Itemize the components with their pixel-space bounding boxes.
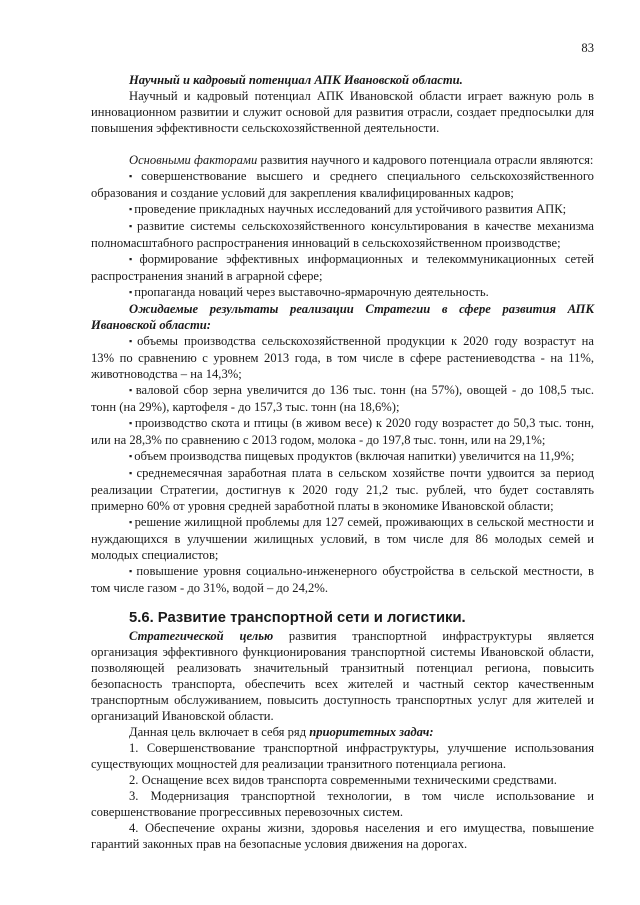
bullet-icon [129,169,141,183]
section-title-science: Научный и кадровый потенциал АПК Ивановской области. [129,73,463,87]
factor-item: ▪ проведение прикладных научных исследований для устойчивого развития АПК; [91,201,594,218]
result-item: ▪ решение жилищной проблемы для 127 семей, проживающих в сельской местности и нуждающихся в улучшении жилищных условий, в том числе для 86 молодых семей и молодых специалистов; [91,514,594,563]
goal-text: развития транспортной инфраструктуры является организация эффективного функционирования транспортной системы Ивановской области, позволяющей реализовать значительный транзитный потенциал региона, повысить безопасность транспорта, обеспечить всех жителей и частный сектор качественным транспортным обслуживанием, повысить доступность транспортных услуг для жителей и организаций Ивановской области. [91,629,594,723]
factor-item: ▪ формирование эффективных информационных и телекоммуникационных сетей распространения знаний в аграрной сфере; [91,251,594,284]
bullet-icon [129,383,136,397]
paragraph-tasks-intro: Данная цель включает в себя ряд приоритетных задач: [129,725,434,739]
task-item: 4. Обеспечение охраны жизни, здоровья населения и его имущества, повышение гарантий законных прав на безопасные условия движения на дорогах. [91,821,594,851]
paragraph-factors [91,152,594,168]
section-heading-transport: 5.6. Развитие транспортной сети и логистики. [129,610,466,626]
result-item: ▪ производство скота и птицы (в живом весе) к 2020 году возрастет до 50,3 тыс. тонн, или на 28,3% по сравнению с 2013 годом, молока - до 197,8 тыс. тонн, или на 29,1%; [91,415,594,448]
section-title-results: Ожидаемые результаты реализации Стратегии в сфере развития АПК Ивановской области: [91,302,594,332]
tasks-emphasis: приоритетных задач: [309,725,434,739]
result-item: ▪ среднемесячная заработная плата в сельском хозяйстве почти удвоится за период реализации Стратегии, достигнув к 2020 году 21,2 тыс. рублей, что будет составлять примерно 60% от уровня средней заработной платы в экономике Ивановской области; [91,465,594,514]
result-item: ▪ повышение уровня социально-инженерного обустройства в сельской местности, в том числе газом - до 31%, водой – до 24,2%. [91,563,594,596]
factors-text: развития научного и кадрового потенциала отрасли являются: [257,153,594,167]
bullet-icon [129,219,137,233]
factor-item: ▪ пропаганда новаций через выставочно-ярмарочную деятельность. [91,284,594,301]
factor-item: ▪ развитие системы сельскохозяйственного консультирования в качестве механизма полномасштабного распространения инноваций в сельскохозяйственном производстве; [91,218,594,251]
result-item: ▪ объемы производства сельскохозяйственной продукции к 2020 году возрастут на 13% по сравнению с уровнем 2013 года, в том числе в сфере растениеводства - на 11%, животноводства – на 14,3%; [91,333,594,382]
goal-emphasis: Стратегической целью [129,629,274,643]
task-item: 3. Модернизация транспортной технологии, в том числе использование и совершенствование прогрессивных перевозочных систем. [91,789,594,819]
result-item: ▪ объем производства пищевых продуктов (включая напитки) увеличится на 11,9%; [91,448,594,465]
bullet-icon [129,466,137,480]
page-content [91,72,594,852]
bullet-icon [129,334,137,348]
result-item: ▪ валовой сбор зерна увеличится до 136 тыс. тонн (на 57%), овощей - до 108,5 тыс. тонн (на 29%), картофеля - до 157,3 тыс. тонн (на 18,6%); [91,382,594,415]
factors-emphasis: Основными факторами [129,153,258,167]
factor-item: ▪ совершенствование высшего и среднего специального сельскохозяйственного образования и создание условий для закрепления квалифицированных кадров; [91,168,594,201]
task-item: 1. Совершенствование транспортной инфраструктуры, улучшение использования существующих мощностей для реализации транзитного потенциала региона. [91,741,594,771]
bullet-icon [129,252,139,266]
spacer [91,136,594,152]
task-item: 2. Оснащение всех видов транспорта современными техническими средствами. [129,773,557,787]
paragraph-strategic-goal [91,628,594,724]
paragraph-science-intro: Научный и кадровый потенциал АПК Ивановской области играет важную роль в инновационном развитии и служит основой для развития отрасли, создает предпосылки для повышения эффективности сельскохозяйственной деятельности. [91,89,594,135]
page-number: 83 [581,41,594,55]
